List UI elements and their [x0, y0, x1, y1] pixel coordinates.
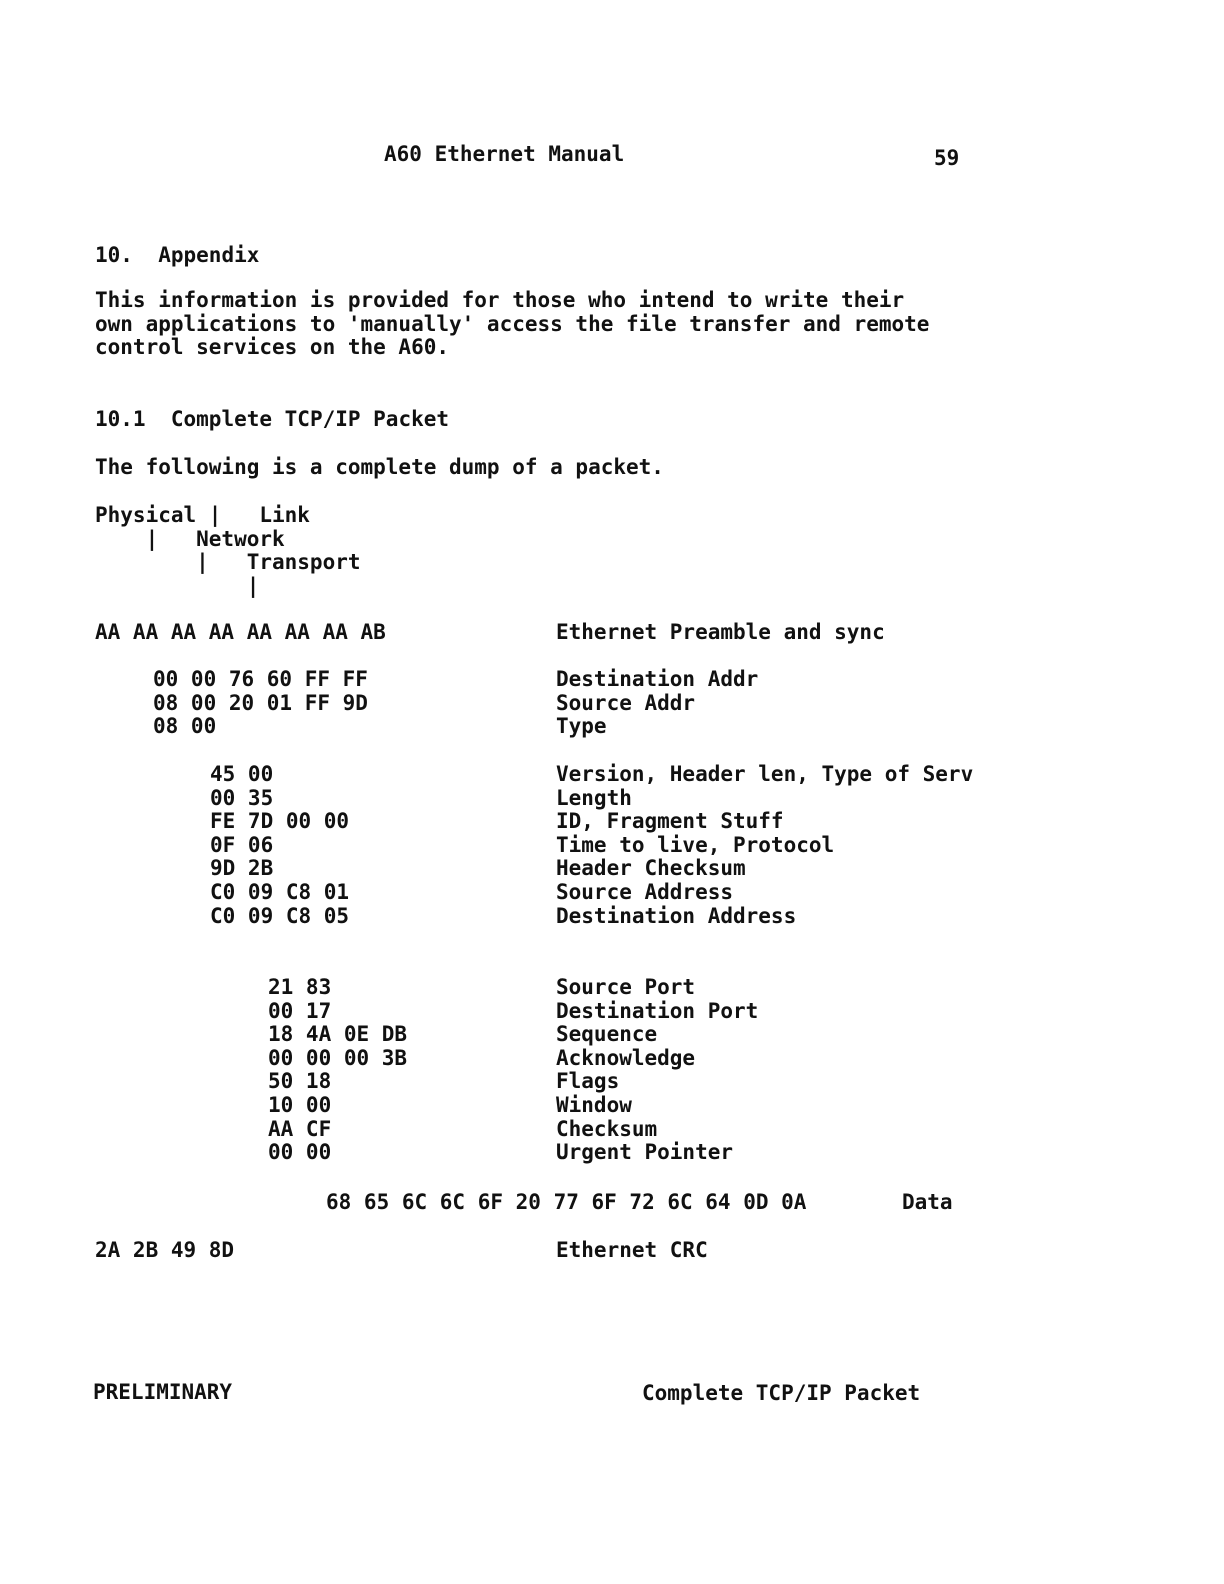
- crc-desc: Ethernet CRC: [556, 1238, 708, 1262]
- layer-legend: [95, 503, 361, 597]
- transport-desc: Sequence: [556, 1022, 658, 1047]
- network-desc: Length: [556, 785, 632, 810]
- subsection-title: Complete TCP/IP Packet: [170, 407, 450, 431]
- transport-desc: Window: [556, 1092, 632, 1117]
- link-hex: 00 00 76 60 FF FF: [153, 667, 368, 691]
- link-hex-column: [153, 667, 368, 738]
- network-desc-column: [556, 762, 973, 927]
- transport-hex: 10 00: [268, 1092, 332, 1117]
- network-desc: ID, Fragment Stuff: [556, 809, 784, 834]
- footer-right: Complete TCP/IP Packet: [642, 1381, 921, 1405]
- transport-hex: AA CF: [268, 1116, 332, 1141]
- transport-hex: 00 00: [268, 1140, 332, 1165]
- transport-hex-column: [268, 975, 407, 1164]
- transport-hex: 21 83: [268, 975, 332, 999]
- network-hex: C0 09 C8 01: [210, 879, 350, 904]
- section-number: 10.: [95, 243, 133, 267]
- link-hex: 08 00 20 01 FF 9D: [153, 690, 368, 715]
- network-hex: C0 09 C8 05: [210, 903, 350, 928]
- network-desc: Destination Address: [556, 903, 797, 928]
- transport-desc: Flags: [556, 1069, 620, 1094]
- network-desc: Header Checksum: [556, 856, 746, 881]
- intro-line: This information is provided for those who intend to write their: [95, 288, 905, 312]
- transport-desc: Urgent Pointer: [556, 1140, 734, 1165]
- transport-desc: Acknowledge: [556, 1045, 696, 1070]
- intro-line: control services on the A60.: [95, 335, 450, 360]
- network-hex-column: [210, 762, 349, 927]
- intro-line: own applications to 'manually' access the file transfer and remote: [95, 311, 930, 336]
- transport-desc: Checksum: [556, 1116, 658, 1141]
- transport-hex: 00 00 00 3B: [268, 1045, 408, 1070]
- transport-hex: 18 4A 0E DB: [268, 1022, 408, 1047]
- section-intro: [95, 288, 929, 359]
- footer-left: PRELIMINARY: [93, 1380, 233, 1404]
- link-desc: Destination Addr: [556, 667, 759, 691]
- section-heading: [95, 243, 259, 267]
- link-desc: Source Addr: [556, 690, 696, 715]
- data-hex: 68 65 6C 6C 6F 20 77 6F 72 6C 64 0D 0A: [326, 1190, 807, 1214]
- transport-desc-column: [556, 975, 758, 1164]
- preamble-hex: AA AA AA AA AA AA AA AB: [95, 620, 386, 644]
- network-hex: FE 7D 00 00: [210, 809, 350, 834]
- transport-hex: 50 18: [268, 1069, 332, 1094]
- network-hex: 45 00: [210, 762, 274, 786]
- link-desc-column: [556, 667, 758, 738]
- legend-physical-link: Physical | Link: [95, 503, 310, 527]
- network-hex: 0F 06: [210, 832, 274, 857]
- transport-desc: Destination Port: [556, 998, 759, 1023]
- running-header-title: A60 Ethernet Manual: [384, 142, 625, 166]
- subsection-heading: [95, 407, 449, 431]
- network-hex: 9D 2B: [210, 856, 274, 881]
- legend-transport: | Transport: [95, 550, 361, 575]
- legend-network: | Network: [95, 526, 285, 551]
- legend-pipe: |: [95, 573, 260, 598]
- network-desc: Time to live, Protocol: [556, 832, 835, 857]
- transport-hex: 00 17: [268, 998, 332, 1023]
- network-hex: 00 35: [210, 785, 274, 810]
- subsection-intro: The following is a complete dump of a packet.: [95, 455, 664, 479]
- preamble-desc: Ethernet Preamble and sync: [556, 620, 885, 644]
- section-title: Appendix: [158, 243, 260, 267]
- link-hex: 08 00: [153, 714, 217, 739]
- network-desc: Version, Header len, Type of Serv: [556, 762, 974, 786]
- transport-desc: Source Port: [556, 975, 696, 999]
- data-desc: Data: [902, 1190, 953, 1214]
- network-desc: Source Address: [556, 879, 734, 904]
- subsection-number: 10.1: [95, 407, 146, 431]
- link-desc: Type: [556, 714, 607, 739]
- page-number: 59: [934, 146, 960, 170]
- crc-hex: 2A 2B 49 8D: [95, 1238, 235, 1262]
